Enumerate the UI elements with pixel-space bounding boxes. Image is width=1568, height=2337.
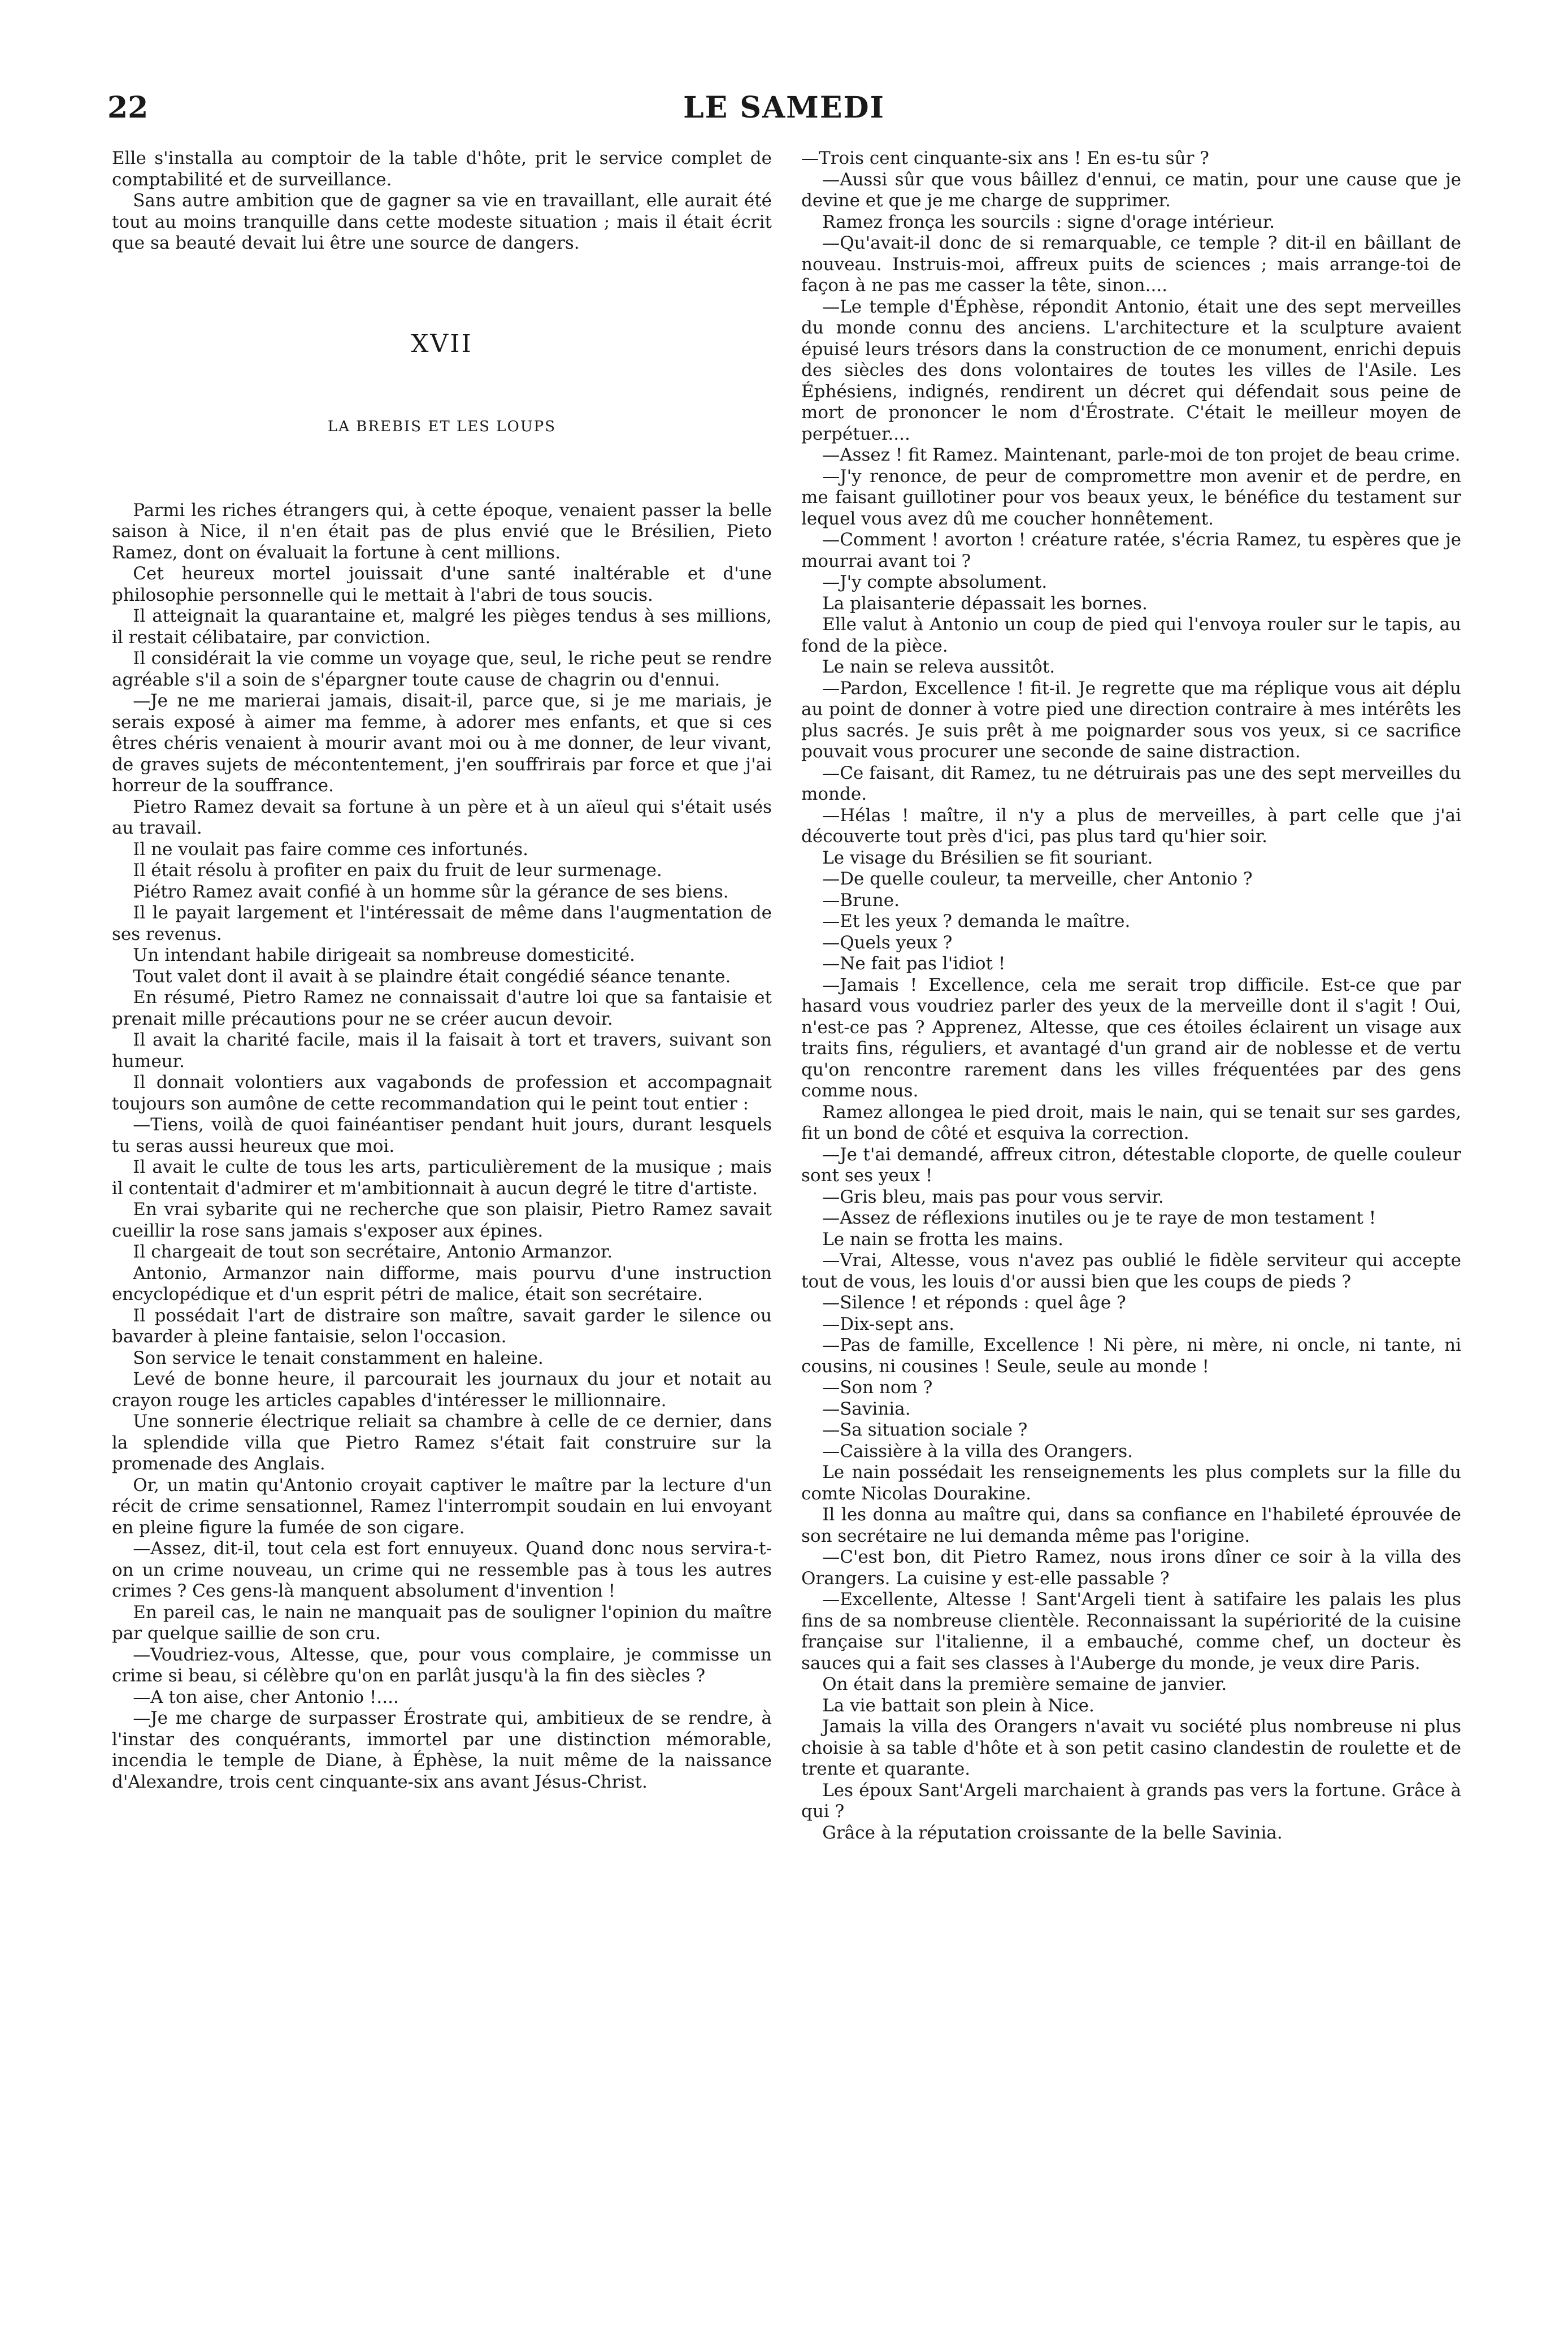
paragraph: Levé de bonne heure, il parcourait les journaux du jour et notait au crayon rouge les articles capables d'intéresser le millionnaire. — [112, 1369, 772, 1411]
paragraph: —Qu'avait-il donc de si remarquable, ce temple ? dit-il en bâillant de nouveau. Instruis-moi, affreux puits de sciences ; mais arrange-toi de façon à ne pas me casser la tête, sinon.... — [801, 233, 1461, 296]
paragraph: On était dans la première semaine de janvier. — [822, 1674, 1227, 1694]
paragraph: —Comment ! avorton ! créature ratée, s'écria Ramez, tu espères que je mourrai avant toi ? — [801, 530, 1461, 571]
paragraph: En vrai sybarite qui ne recherche que son plaisir, Pietro Ramez savait cueillir la rose sans jamais s'exposer aux épines. — [112, 1199, 772, 1241]
paragraph: —Pas de famille, Excellence ! Ni père, ni mère, ni oncle, ni tante, ni cousins, ni cousines ! Seule, seule au monde ! — [801, 1335, 1461, 1377]
paragraph: —Hélas ! maître, il n'y a plus de merveilles, à part celle que j'ai découverte tout près d'ici, pas plus tard qu'hier soir. — [801, 805, 1461, 847]
paragraph: —Je me charge de surpasser Érostrate qui, ambitieux de se rendre, à l'instar des conquérants, immortel par une distinction mémorable, incendia le temple de Diane, à Éphèse, la nuit même de la naissance d'Alexandre, trois cent cinquante-six ans avant Jésus-Christ. — [112, 1708, 772, 1792]
paragraph: —Ce faisant, dit Ramez, tu ne détruirais pas une des sept merveilles du monde. — [801, 762, 1461, 804]
paragraph: Pietro Ramez devait sa fortune à un père et à un aïeul qui s'était usés au travail. — [112, 796, 772, 838]
right-column — [801, 148, 1461, 1844]
paragraph: Il chargeait de tout son secrétaire, Antonio Armanzor. — [133, 1242, 613, 1262]
paragraph: —C'est bon, dit Pietro Ramez, nous irons dîner ce soir à la villa des Orangers. La cuisine y est-elle passable ? — [801, 1547, 1461, 1589]
paragraph: Il possédait l'art de distraire son maître, savait garder le silence ou bavarder à pleine fantaisie, selon l'occasion. — [112, 1305, 772, 1347]
left-column — [112, 148, 772, 1793]
paragraph: —Tiens, voilà de quoi fainéantiser pendant huit jours, durant lesquels tu seras aussi heureux que moi. — [112, 1115, 772, 1156]
paragraph: —Quels yeux ? — [822, 932, 953, 953]
paragraph: —Assez de réflexions inutiles ou je te raye de mon testament ! — [822, 1208, 1376, 1228]
paragraph: Jamais la villa des Orangers n'avait vu société plus nombreuse ni plus choisie à sa table d'hôte et à son petit casino clandestin de roulette et de trente et quarante. — [801, 1716, 1461, 1779]
paragraph: —Silence ! et réponds : quel âge ? — [822, 1293, 1126, 1313]
right-paragraphs — [801, 148, 1461, 1844]
paragraph: —Vrai, Altesse, vous n'avez pas oublié le fidèle serviteur qui accepte tout de vous, les louis d'or aussi bien que les coups de pieds ? — [801, 1250, 1461, 1292]
paragraph: Antonio, Armanzor nain difforme, mais pourvu d'une instruction encyclopédique et d'un esprit pétri de malice, était son secrétaire. — [112, 1263, 772, 1304]
paragraph: —Son nom ? — [822, 1377, 933, 1398]
paragraph: —Assez ! fit Ramez. Maintenant, parle-moi de ton projet de beau crime. — [822, 445, 1461, 465]
paragraph: Il avait la charité facile, mais il la faisait à tort et travers, suivant son humeur. — [112, 1030, 772, 1072]
paragraph: Ramez allongea le pied droit, mais le nain, qui se tenait sur ses gardes, fit un bond de côté et esquiva la correction. — [801, 1102, 1461, 1143]
paragraph: Il donnait volontiers aux vagabonds de profession et accompagnait toujours son aumône de cette recommandation qui le peint tout entier : — [112, 1072, 772, 1114]
paragraph: Le nain se releva aussitôt. — [822, 657, 1056, 677]
paragraph: En pareil cas, le nain ne manquait pas de souligner l'opinion du maître par quelque saillie de son cru. — [112, 1602, 772, 1644]
paragraph: —Excellente, Altesse ! Sant'Argeli tient à satifaire les palais les plus fins de sa nombreuse clientèle. Reconnaissant la supériorité de la cuisine française sur l'italienne, il a embauché, comme chef, un docteur ès sauces qui a fait ses classes à l'Auberge du monde, je veux dire Paris. — [801, 1589, 1461, 1673]
paragraph: Il avait le culte de tous les arts, particulièrement de la musique ; mais il contentait d'admirer et m'ambitionnait à aucun degré le titre d'artiste. — [112, 1157, 772, 1199]
chapter-heading — [112, 329, 772, 438]
paragraph: Parmi les riches étrangers qui, à cette époque, venaient passer la belle saison à Nice, il n'en était pas de plus envié que le Brésilien, Pieto Ramez, dont on évaluait la fortune à cent millions. — [112, 500, 772, 563]
paragraph: Grâce à la réputation croissante de la belle Savinia. — [822, 1822, 1283, 1843]
paragraph: —Sa situation sociale ? — [822, 1420, 1028, 1440]
paragraph: Il le payait largement et l'intéressait de même dans l'augmentation de ses revenus. — [112, 903, 772, 944]
paragraph: —Aussi sûr que vous bâillez d'ennui, ce matin, pour une cause que je devine et que je me charge de supprimer. — [801, 169, 1461, 211]
paragraph: Ramez fronça les sourcils : signe d'orage intérieur. — [822, 211, 1275, 232]
paragraph: Tout valet dont il avait à se plaindre était congédié séance tenante. — [133, 966, 731, 987]
paragraph: La vie battait son plein à Nice. — [822, 1695, 1094, 1716]
chapter-number: XVII — [411, 329, 473, 358]
paragraph: Elle s'installa au comptoir de la table d'hôte, prit le service complet de comptabilité et de surveillance. — [112, 148, 772, 190]
page-number: 22 — [107, 90, 149, 125]
left-paragraphs — [112, 500, 772, 1793]
paragraph: —Caissière à la villa des Orangers. — [822, 1441, 1133, 1462]
paragraph: Une sonnerie électrique reliait sa chambre à celle de ce dernier, dans la splendide villa que Pietro Ramez s'était fait construire sur la promenade des Anglais. — [112, 1411, 772, 1474]
paragraph: Il les donna au maître qui, dans sa confiance en l'habileté éprouvée de son secrétaire ne lui demanda même pas l'origine. — [801, 1504, 1461, 1546]
paragraph: Sans autre ambition que de gagner sa vie en travaillant, elle aurait été tout au moins tranquille dans cette modeste situation ; mais il était écrit que sa beauté devait lui être une source de dangers. — [112, 190, 772, 253]
paragraph: —Gris bleu, mais pas pour vous servir. — [822, 1186, 1164, 1207]
page-header — [107, 90, 1461, 141]
paragraph: —J'y renonce, de peur de compromettre mon avenir et de perdre, en me faisant guillotiner pour vos beaux yeux, le bénéfice du testament sur lequel vous avez dû me coucher honnêtement. — [801, 466, 1461, 529]
paragraph: Il était résolu à profiter en paix du fruit de leur surmenage. — [133, 860, 662, 881]
paragraph: Or, un matin qu'Antonio croyait captiver le maître par la lecture d'un récit de crime sensationnel, Ramez l'interrompit soudain en lui envoyant en pleine figure la fumée de son cigare. — [112, 1475, 772, 1538]
paragraph: La plaisanterie dépassait les bornes. — [822, 593, 1148, 614]
paragraph: —Voudriez-vous, Altesse, que, pour vous complaire, je commisse un crime si beau, si célèbre qu'on en parlât jusqu'à la fin des siècles ? — [112, 1644, 772, 1686]
paragraph: Les époux Sant'Argeli marchaient à grands pas vers la fortune. Grâce à qui ? — [801, 1780, 1461, 1822]
journal-title: LE SAMEDI — [683, 90, 885, 125]
paragraph: —Brune. — [822, 890, 900, 910]
paragraph: —J'y compte absolument. — [822, 572, 1048, 592]
chapter-title: LA BREBIS ET LES LOUPS — [327, 418, 557, 435]
paragraph: Le nain se frotta les mains. — [822, 1229, 1064, 1250]
paragraph: —Je ne me marierai jamais, disait-il, parce que, si je me mariais, je serais exposé à aimer ma femme, à adorer mes enfants, et que si ces êtres chéris venaient à mourir avant moi ou à me donner, de leur vivant, de graves sujets de mécontentement, j'en souffrirais par force et que j'ai horreur de la souffrance. — [112, 691, 772, 796]
paragraph: —Je t'ai demandé, affreux citron, détestable cloporte, de quelle couleur sont ses yeux ! — [801, 1144, 1461, 1186]
paragraph: Piétro Ramez avait confié à un homme sûr la gérance de ses biens. — [133, 881, 729, 902]
paragraph: Il considérait la vie comme un voyage que, seul, le riche peut se rendre agréable s'il a soin de s'épargner toute cause de chagrin ou d'ennui. — [112, 648, 772, 690]
paragraph: Son service le tenait constamment en haleine. — [133, 1347, 544, 1368]
paragraph: —Ne fait pas l'idiot ! — [822, 953, 1006, 974]
paragraph: —Et les yeux ? demanda le maître. — [822, 911, 1131, 931]
paragraph: —Pardon, Excellence ! fit-il. Je regrette que ma réplique vous ait déplu au point de donner à votre pied une direction contraire à mes intérêts les plus sacrés. Je suis prêt à me poignarder sous vos yeux, si ce sacrifice pouvait vous procurer une seconde de saine distraction. — [801, 678, 1461, 762]
paragraph: —De quelle couleur, ta merveille, cher Antonio ? — [822, 869, 1253, 889]
paragraph: Un intendant habile dirigeait sa nombreuse domesticité. — [133, 945, 635, 965]
paragraph: En résumé, Pietro Ramez ne connaissait d'autre loi que sa fantaisie et prenait mille précautions pour ne se créer aucun devoir. — [112, 987, 772, 1029]
paragraph: —Trois cent cinquante-six ans ! En es-tu sûr ? — [801, 148, 1209, 168]
paragraph: Elle valut à Antonio un coup de pied qui l'envoya rouler sur le tapis, au fond de la pièce. — [801, 614, 1461, 656]
paragraph: —Jamais ! Excellence, cela me serait trop difficile. Est-ce que par hasard vous voudriez parler des yeux de la merveille dont il s'agit ! Oui, n'est-ce pas ? Apprenez, Altesse, que ces étoiles éclairent un visage aux traits fins, réguliers, et avantagé d'un grand air de noblesse et de vertu qu'on rencontre rarement dans les villes fréquentées par des gens comme nous. — [801, 974, 1461, 1101]
paragraph: —Assez, dit-il, tout cela est fort ennuyeux. Quand donc nous servira-t-on un crime nouveau, un crime qui ne ressemble pas à tous les autres crimes ? Ces gens-là manquent absolument d'invention ! — [112, 1538, 772, 1601]
paragraph: Le nain possédait les renseignements les plus complets sur la fille du comte Nicolas Dourakine. — [801, 1462, 1461, 1504]
paragraph: Le visage du Brésilien se fit souriant. — [822, 847, 1153, 868]
paragraph: —Dix-sept ans. — [822, 1313, 954, 1334]
paragraph: Il ne voulait pas faire comme ces infortunés. — [133, 839, 528, 860]
paragraph: —A ton aise, cher Antonio !.... — [133, 1686, 399, 1707]
paragraph: —Savinia. — [822, 1398, 911, 1419]
paragraph: Il atteignait la quarantaine et, malgré les pièges tendus à ses millions, il restait célibataire, par conviction. — [112, 606, 772, 648]
paragraph: Cet heureux mortel jouissait d'une santé inaltérable et d'une philosophie personnelle qui le mettait à l'abri de tous soucis. — [112, 563, 772, 605]
paragraph: —Le temple d'Éphèse, répondit Antonio, était une des sept merveilles du monde connu des anciens. L'architecture et la sculpture avaient épuisé leurs trésors dans la construction de ce monument, enrichi depuis des siècles des dons volontaires de toutes les villes de l'Asile. Les Éphésiens, indignés, rendirent un décret qui défendait sous peine de mort de prononcer le nom d'Érostrate. C'était le meilleur moyen de perpétuer.... — [801, 296, 1461, 444]
